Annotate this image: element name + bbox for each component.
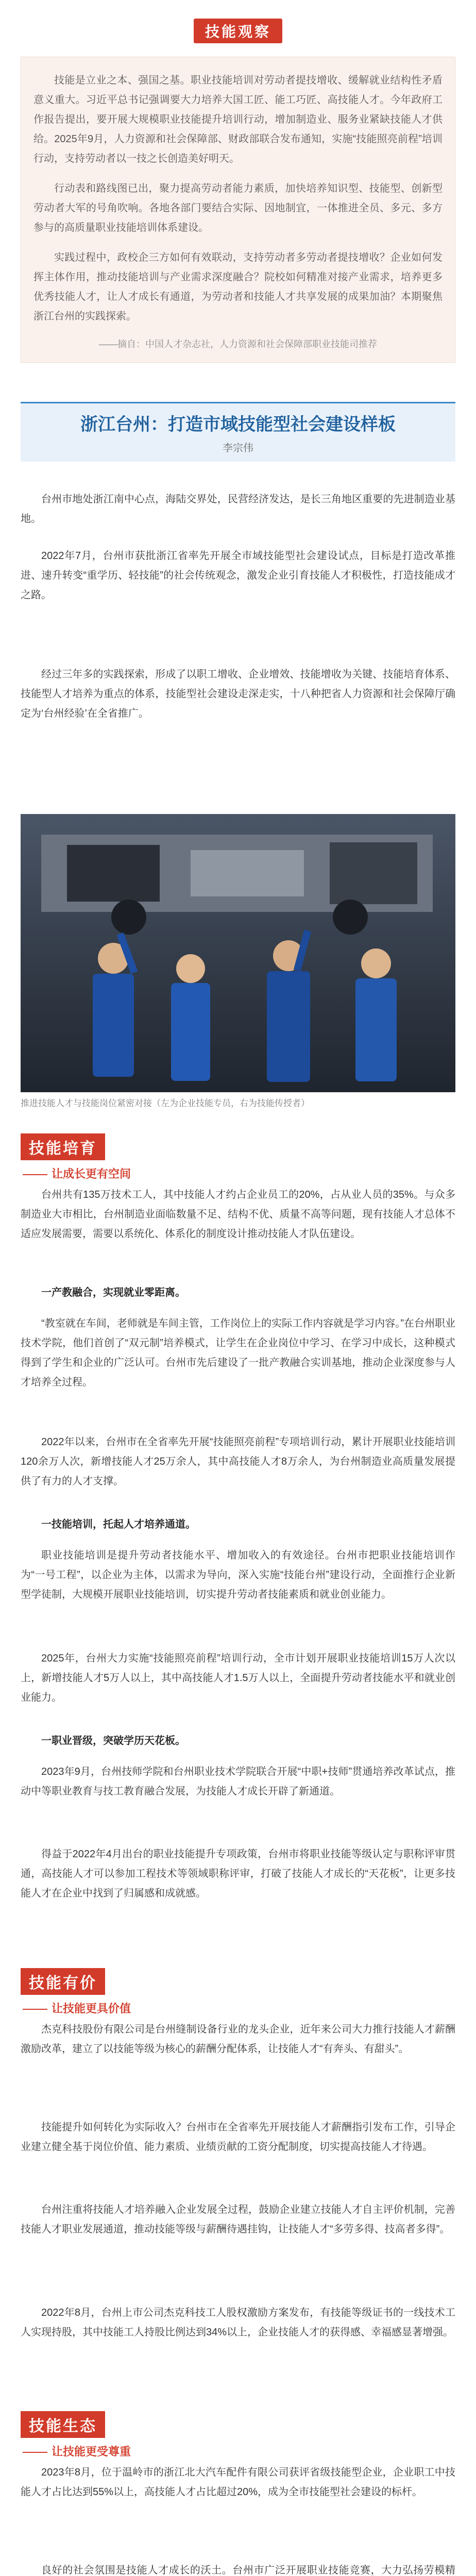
body-paragraph: 2023年8月，位于温岭市的浙江北大汽车配件有限公司获评省级技能型企业，企业职工中技能人才占比达到55%以上，高技能人才占比超过20%，成为全市技能型社会建设的标杆。 [21,2467,455,2498]
body-paragraph: 台州共有135万技术工人，其中技能人才约占企业员工的20%，占从业人员的35%。与众多制造业大市相比，台州制造业面临数量不足、结构不优、质量不高等问题，现有技能人才总体不适应发展需要，需要以系统化、体系化的制度设计推动技能人才队伍建设。 [21,1189,455,1240]
subheading: 一职业晋级，突破学历天花板。 [41,1735,185,1747]
body-paragraph: 2022年以来，台州市在全省率先开展“技能照亮前程”专项培训行动，累计开展职业技能培训120余万人次，新增技能人才25万余人，其中高技能人才8万余人，为台州制造业高质量发展提供了有力的人才支撑。 [21,1436,455,1487]
section-header-skill-cultivation [21,1133,455,1181]
column-badge: 技能观察 [194,19,282,43]
intro-paragraph: 行动表和路线图已出，聚力提高劳动者能力素质，加快培养知识型、技能型、创新型劳动者大军的号角吹响。各地各部门要结合实际、因地制宜，一体推进全员、多元、多方参与的高质量职业技能培训体系建设。 [33,183,443,233]
section-header-skill-ecology [21,2411,455,2459]
body-paragraph: “教室就在车间，老师就是车间主管，工作岗位上的实际工作内容就是学习内容。”在台州职业技术学院，他们首创了“双元制”培养模式，让学生在企业岗位中学习、在学习中成长，这种模式得到了学生和企业的广泛认可。台州市先后建设了一批产教融合实训基地，推动企业深度参与人才培养全过程。 [21,1318,455,1388]
section-subtitle: 让技能更具价值 [21,2000,455,2016]
section-subtitle: 让成长更有空间 [21,1165,455,1181]
body-paragraph: 经过三年多的实践探索，形成了以职工增收、企业增效、技能增收为关键、技能培育体系、技能型人才培养为重点的体系，技能型社会建设走深走实，十八种把省人力资源和社会保障厅确定为‘台州经验’在全省推广。 [21,669,455,719]
article-title: 浙江台州：打造市域技能型社会建设样板 [80,415,396,434]
section-tag: 技能有价 [21,1968,105,1995]
body-paragraph: 2022年7月，台州市获批浙江省率先开展全市域技能型社会建设试点，目标是打造改革推进、速升转变“重学历、轻技能”的社会传统观念，激发企业引育技能人才积极性，打造技能成才之路。 [21,550,455,601]
body-paragraph: 得益于2022年4月出台的职业技能提升专项政策，台州市将职业技能等级认定与职称评审贯通，高技能人才可以参加工程技术等领域职称评审，打破了技能人才成长的“天花板”，让更多技能人才在企业中找到了归属感和成就感。 [21,1849,455,1899]
section-tag: 技能生态 [21,2411,105,2438]
section-header-skill-value [21,1968,455,2016]
body-paragraph: 良好的社会氛围是技能人才成长的沃土。台州市广泛开展职业技能竞赛，大力弘扬劳模精 [41,2565,455,2576]
body-paragraph: 台州市地处浙江南中心点，海陆交界处，民营经济发达，是长三角地区重要的先进制造业基地。 [21,494,455,524]
column-badge-wrap [0,19,476,43]
intro-source: ——摘自：中国人才杂志社，人力资源和社会保障部职业技能司推荐 [99,339,377,349]
body-paragraph: 台州注重将技能人才培养融入企业发展全过程，鼓励企业建立技能人才自主评价机制，完善技能人才职业发展通道，推动技能等级与薪酬待遇挂钩，让技能人才“多劳多得、技高者多得”。 [21,2204,455,2235]
section-tag: 技能培育 [21,1133,105,1160]
article-title-block [21,402,455,462]
article-author: 李宗伟 [223,443,253,454]
workshop-scene-image [21,814,455,1092]
section-subtitle: 让技能更受尊重 [21,2443,455,2459]
editor-intro-box [21,57,455,363]
body-paragraph: 技能提升如何转化为实际收入？台州市在全省率先开展技能人才薪酬指引发布工作，引导企业建立健全基于岗位价值、能力素质、业绩贡献的工资分配制度，切实提高技能人才待遇。 [21,2122,455,2153]
body-paragraph: 职业技能培训是提升劳动者技能水平、增加收入的有效途径。台州市把职业技能培训作为“一号工程”，以企业为主体，以需求为导向，深入实施“技能台州”建设行动，全面推行企业新型学徒制，大规模开展职业技能培训，切实提升劳动者技能素质和就业创业能力。 [21,1550,455,1600]
photo-caption: 推进技能人才与技能岗位紧密对接（左为企业技能专员，右为技能传授者） [21,1098,310,1108]
body-paragraph: 杰克科技股份有限公司是台州缝制设备行业的龙头企业，近年来公司大力推行技能人才薪酬激励改革，建立了以技能等级为核心的薪酬分配体系，让技能人才“有奔头、有甜头”。 [21,2024,455,2055]
intro-paragraph: 技能是立业之本、强国之基。职业技能培训对劳动者提技增收、缓解就业结构性矛盾意义重大。习近平总书记强调要大力培养大国工匠、能工巧匠、高技能人才。今年政府工作报告提出，要开展大规模职业技能提升培训行动，增加制造业、服务业紧缺技能人才供给。2025年9月，人力资源和社会保障部、财政部联合发布通知，实施“技能照亮前程”培训行动，支持劳动者以一技之长创造美好明天。 [33,75,443,164]
subheading: 一产教融合，实现就业零距离。 [41,1287,185,1298]
body-paragraph: 2023年9月，台州技师学院和台州职业技术学院联合开展“中职+技师”贯通培养改革试点，推动中等职业教育与技工教育融合发展，为技能人才成长开辟了新通道。 [21,1766,455,1797]
factory-training-photo [21,814,455,1092]
intro-paragraph: 实践过程中，政校企三方如何有效联动，支持劳动者多劳动者提技增收？企业如何发挥主体作用，推动技能培训与产业需求深度融合？院校如何精准对接产业需求，培养更多优秀技能人才，让人才成长有通道，为劳动者和技能人才共享发展的成果加油？本期聚焦浙江台州的实践探索。 [33,252,443,322]
subheading: 一技能培训，托起人才培养通道。 [41,1519,196,1530]
body-paragraph: 2025年，台州大力实施“技能照亮前程”培训行动，全市计划开展职业技能培训15万人次以上，新增技能人才5万人以上，其中高技能人才1.5万人以上，全面提升劳动者技能水平和就业创业能力。 [21,1653,455,1703]
body-paragraph: 2022年8月，台州上市公司杰克科技工人股权激励方案发布，有技能等级证书的一线技术工人实现持股，其中技能工人持股比例达到34%以上，企业技能人才的获得感、幸福感显著增强。 [21,2307,455,2338]
